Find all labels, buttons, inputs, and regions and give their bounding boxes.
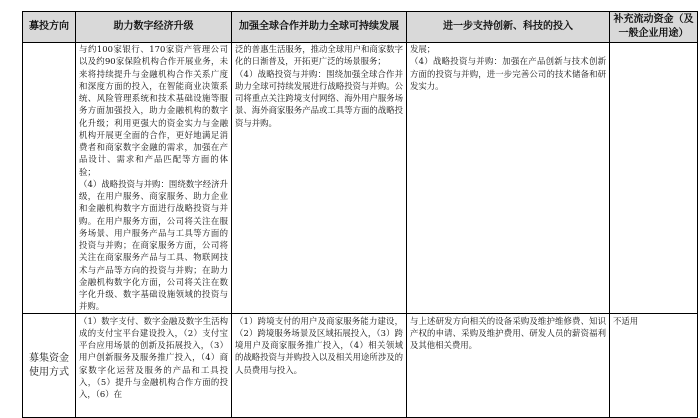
paragraph: （1）跨境支付的用户及商家服务能力建设，（2）跨境服务场景及区域拓展投入，（3）跨境用户及商家服务推广投入，（4）相关领域的战略投资与并购投入以及相关用途所涉及的人员费用与投入。 [235,315,403,375]
paragraph: （4）战略投资与并购：加强在产品创新与技术创新方面的投资与并购，进一步完善公司的技术储备和研发实力。 [410,56,606,91]
paragraph: 不适用 [613,315,639,326]
row-label [23,43,76,314]
table-row [23,313,698,417]
cell-working-capital [610,43,698,314]
paragraph: 泛的普惠生活服务，推动全球用户和商家数字化的日渐普及，开拓更广泛的场景服务； [235,44,403,67]
paragraph: 发展； [410,44,436,54]
paragraph: （4）战略投资与并购：围绕加强全球合作并助力全球可持续发展进行战略投资与并购。公司将重点关注跨境支付网络、海外用户服务场景、海外商家服务产品或工具等方面的战略投资与并购。 [235,68,403,128]
table-header-row [23,12,698,43]
cell-innovation-tech [407,43,610,314]
row-label-usage-method: 募集资金使用方式 [23,313,76,417]
cell-working-capital [610,313,698,417]
header-working-capital: 补充流动资金（及一般企业用途） [610,12,698,43]
header-digital-economy: 助力数字经济升级 [76,12,232,43]
paragraph: 与约100家银行、170家资产管理公司以及约90家保险机构合作开展业务，未来将持续提升与金融机构合作关系广度和深度方面的投入，在智能商业决策系统、风险管理系统和技术基础设施等服务方面加强投入，助力金融机构的数字化升级；利用更强大的资金实力与金融机构开展更全面的合作，更好地满足消费者和商家数字金融的需求，加强在产品设计、需求和产品匹配等方面的体验； [79,44,228,177]
header-innovation-tech: 进一步支持创新、科技的投入 [407,12,610,43]
paragraph: （4）战略投资与并购：围绕数字经济升级，在用户服务、商家服务、助力企业和金融机构数字方面进行战略投资与并购。在用户服务方面，公司将关注在服务场景、用户服务产品与工具等方面的投资与并购；在商家服务方面，公司将关注在商家服务产品与工具、物联网技术与产品等方向的投资与并购；在助力金融机构数字化方面，公司将关注在数字化升级、数字基础设施领域的投资与并购。 [79,178,228,312]
header-fund-direction: 募投方向 [23,12,76,43]
header-global-cooperation: 加强全球合作并助力全球可持续发展 [232,12,407,43]
cell-global-cooperation [232,43,407,314]
cell-innovation-tech [407,313,610,417]
cell-digital-economy [76,313,232,417]
cell-digital-economy [76,43,232,314]
table-row [23,43,698,314]
paragraph: 与上述研发方向相关的设备采购及维护维修费、知识产权的申请、采购及维护费用、研发人员的薪资福利及其他相关费用。 [410,315,606,350]
cell-global-cooperation [232,313,407,417]
paragraph: （1）数字支付、数字金融及数字生活构成的支付宝平台建设投入，（2）支付宝平台应用场景的创新及拓展投入，（3）用户创新服务及服务推广投入，（4）商家数字化运营及服务的产品和工具投入，（5）提升与金融机构合作方面的投入，（6）在 [79,315,228,399]
fund-use-table [22,11,698,418]
